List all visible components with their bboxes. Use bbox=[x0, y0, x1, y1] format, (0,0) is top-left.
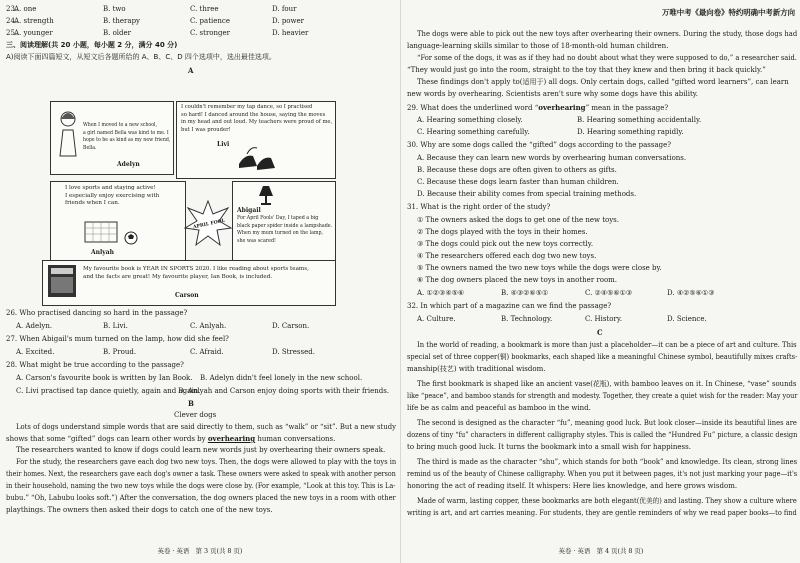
football-goal-icon bbox=[81, 218, 151, 248]
livi-line-3: in my head and out loud. My teachers were proud of me, bbox=[181, 119, 333, 126]
abigail-line-3: When my mum turned on the lamp, bbox=[237, 230, 324, 237]
page-footer-right: 英卷 · 英语 第 4 页(共 8 页) bbox=[558, 547, 644, 556]
anlyah-line-3: friends when I can. bbox=[65, 200, 120, 207]
q30-stem: 30. Why are some dogs called the “gifted” dogs according to the passage? bbox=[407, 141, 672, 149]
q28-option-a: A. Carson's favourite book is written by Ian Book. bbox=[16, 374, 193, 382]
passage-c-p5-line-2: writing is art, and art carries meaning. For students, they are gentle reminders of why we read paper books—to find bbox=[407, 509, 797, 517]
q31-step-4: ④ The researchers offered each dog two new toys. bbox=[417, 252, 597, 260]
abigail-line-1: For April Fools' Day, I taped a big bbox=[237, 215, 319, 221]
q31-option-a: A. ①②③④⑤⑥ bbox=[417, 289, 465, 297]
passage-b-p3-line-2: their homes. Next, the researchers gave each dog's owner a task. These owners were asked to speak with another person bbox=[6, 470, 396, 478]
q23-option-c: C. three bbox=[190, 5, 219, 13]
q30-option-a: A. Because they can learn new words by overhearing human conversations. bbox=[417, 154, 687, 162]
q31-step-2: ② The dogs played with the toys in their homes. bbox=[417, 228, 588, 236]
q32-option-d: D. Science. bbox=[667, 315, 707, 323]
passage-b-p3-line-5: playthings. The owners then asked their dogs to catch one of the new toys. bbox=[6, 506, 273, 514]
q27-option-a: A. Excited. bbox=[16, 348, 55, 356]
passage-c-p4-line-2: remind us of the beauty of Chinese calligraphy. When you put it between pages, it's not just marking your page—it's bbox=[407, 470, 798, 478]
q24-number: 24. bbox=[6, 17, 18, 25]
adelyn-illustration-icon bbox=[55, 110, 81, 158]
q31-option-c: C. ②④⑤⑥①③ bbox=[585, 289, 633, 297]
passage-b-p1-line-1: Lots of dogs understand simple words that are said directly to them, such as “walk” or “sit”. But a new study bbox=[16, 423, 396, 431]
q29-option-a: A. Hearing something closely. bbox=[417, 116, 523, 124]
q26-option-a: A. Adelyn. bbox=[16, 322, 53, 330]
page-footer-left: 英卷 · 英语 第 3 页(共 8 页) bbox=[157, 547, 243, 556]
q25-number: 25. bbox=[6, 29, 18, 37]
sports-book-icon bbox=[47, 264, 77, 298]
q26-option-d: D. Carson. bbox=[272, 322, 310, 330]
passage-c-p1-line-3: manship(技艺) with traditional wisdom. bbox=[407, 365, 546, 373]
q28-option-d: D. Anlyah and Carson enjoy doing sports with their friends. bbox=[178, 387, 390, 395]
q31-step-3: ③ The dogs could pick out the new toys correctly. bbox=[417, 240, 594, 248]
passage-c-p4-line-1: The third is made as the character “shu”, which stands for both “book” and knowledge. Its clean, strong lines bbox=[417, 458, 798, 466]
q24-option-a: A. strength bbox=[14, 17, 54, 25]
passage-b-letter: B bbox=[188, 399, 194, 408]
q23-number: 23. bbox=[6, 5, 18, 13]
anlyah-line-2: I especially enjoy exercising with bbox=[65, 192, 160, 199]
passage-b-p5-line-1: “For some of the dogs, it was as if they had no doubt about what they were supposed to do,” a researcher said. bbox=[417, 54, 797, 62]
q26-option-b: B. Livi. bbox=[103, 322, 128, 330]
q25-option-a: A. younger bbox=[14, 29, 53, 37]
q31-step-1: ① The owners asked the dogs to get one of the new toys. bbox=[417, 216, 619, 224]
q30-option-b: B. Because these dogs are often given to others as gifts. bbox=[417, 166, 617, 174]
passage-b-p2: The researchers wanted to know if dogs could learn new words just by overhearing their owners speak. bbox=[16, 446, 386, 454]
carson-line-2: and the facts are great! My favourite player, Ian Book, is included. bbox=[83, 273, 273, 280]
q24-option-d: D. power bbox=[272, 17, 304, 25]
passage-b-p6-line-1: These findings don't apply to(适用于) all dogs. Only certain dogs, called “gifted word learners”, can learn bbox=[417, 78, 789, 86]
abigail-card bbox=[232, 181, 336, 261]
q23-option-a: A. one bbox=[14, 5, 37, 13]
livi-card bbox=[176, 101, 336, 179]
passage-c-p2-line-3: life be as calm and peaceful as bamboo in the wind. bbox=[407, 404, 591, 412]
passage-c-p1-line-2: special set of three copper(铜) bookmarks, each shaped like a meaningful Chinese symbol, beautifully mixes crafts- bbox=[407, 353, 798, 361]
passage-c-p3-line-2: dozens of tiny “fu” characters in different calligraphy styles. This is called the “Hundred Fu” picture, a classic design bbox=[407, 431, 798, 439]
passage-b-p3-line-3: in their household, naming the two new toys while the dogs were close by. (For example, “Look at this toy. This is La- bbox=[6, 482, 396, 490]
livi-name: Livi bbox=[217, 141, 230, 148]
abigail-line-2: black paper spider inside a lampshade. bbox=[237, 222, 333, 229]
livi-line-2: so hard! I danced around the house, saying the moves bbox=[181, 111, 326, 118]
april-fool-badge-label: APRIL FOOL bbox=[192, 218, 226, 231]
passage-c-p2-line-1: The first bookmark is shaped like an ancient vase(花瓶), with bamboo leaves on it. In Chinese, “vase” sounds bbox=[417, 380, 797, 388]
q31-stem: 31. What is the right order of the study? bbox=[407, 203, 551, 211]
q32-option-b: B. Technology. bbox=[501, 315, 553, 323]
q25-option-d: D. heavier bbox=[272, 29, 309, 37]
q27-option-d: D. Stressed. bbox=[272, 348, 315, 356]
q25-option-c: C. stronger bbox=[190, 29, 231, 37]
q29-option-c: C. Hearing something carefully. bbox=[417, 128, 530, 136]
q31-option-d: D. ④②⑤⑥①③ bbox=[667, 289, 715, 297]
q30-option-d: D. Because their ability comes from special training methods. bbox=[417, 190, 637, 198]
q28-stem: 28. What might be true according to the passage? bbox=[6, 361, 184, 369]
q27-stem: 27. When Abigail's mum turned on the lamp, how did she feel? bbox=[6, 335, 229, 343]
q27-option-c: C. Afraid. bbox=[190, 348, 224, 356]
anlyah-card bbox=[50, 181, 186, 261]
page-header: 万唯中考《最向卷》特约明确中考新方向 bbox=[661, 8, 795, 17]
q31-option-b: B. ④③②⑥⑤① bbox=[501, 289, 549, 297]
page-4 bbox=[400, 0, 800, 563]
carson-name: Carson bbox=[175, 292, 199, 299]
passage-b-p4-line-1: The dogs were able to pick out the new toys after overhearing their owners. During the study, those dogs had bbox=[417, 30, 798, 38]
passage-b-p6-line-2: new words by overhearing. Scientists aren't sure why some dogs have this ability. bbox=[407, 90, 699, 98]
passage-c-p3-line-1: The second is designed as the character “fu”, meaning good luck. But look closer—inside its beautiful lines are bbox=[417, 419, 797, 427]
q24-option-c: C. patience bbox=[190, 17, 230, 25]
passage-c-p1-line-1: In the world of reading, a bookmark is more than just a placeholder—it can be a piece of art and culture. This bbox=[417, 341, 797, 349]
carson-line-1: My favourite book is YEAR IN SPORTS 2020. I like reading about sports teams, bbox=[83, 266, 309, 272]
livi-line-4: but I was prouder! bbox=[181, 126, 231, 133]
adelyn-line-3: hope to be as kind as my new friend, bbox=[83, 137, 171, 144]
q26-option-c: C. Anlyah. bbox=[190, 322, 227, 330]
anlyah-name: Anlyah bbox=[91, 249, 115, 256]
adelyn-line-1: When I moved to a new school, bbox=[83, 122, 158, 128]
q29-stem: 29. What does the underlined word “overhearing” mean in the passage? bbox=[407, 103, 669, 112]
q32-stem: 32. In which part of a magazine can we find the passage? bbox=[407, 302, 612, 310]
lamp-icon bbox=[255, 184, 277, 206]
tap-shoes-icon bbox=[237, 142, 277, 176]
q29-option-d: D. Hearing something rapidly. bbox=[577, 128, 684, 136]
passage-b-p4-line-2: language-learning skills similar to those of 18-month-old human children. bbox=[407, 42, 669, 50]
passage-c-p2-line-2: like “peace”, and bamboo stands for strength and modesty. Together, they create a quiet wish for the reader: May your bbox=[407, 392, 798, 400]
abigail-name: Abigail bbox=[237, 207, 261, 214]
q26-stem: 26. Who practised dancing so hard in the passage? bbox=[6, 309, 188, 317]
q23-option-d: D. four bbox=[272, 5, 297, 13]
passage-a-letter: A bbox=[188, 66, 194, 75]
section-instruction: A)阅读下面四篇短文，从短文后各题所给的 A、B、C、D 四个选项中，选出最佳选项。 bbox=[6, 53, 276, 61]
passage-b-p3-line-1: For the study, the researchers gave each dog two new toys. Then, the dogs were allowed to play with the toys in bbox=[16, 458, 397, 466]
q27-option-b: B. Proud. bbox=[103, 348, 137, 356]
q30-option-c: C. Because these dogs learn faster than human children. bbox=[417, 178, 619, 186]
section-title: 三、阅读理解(共 20 小题，每小题 2 分，满分 40 分) bbox=[6, 41, 178, 49]
livi-line-1: I couldn't remember my tap dance, so I practised bbox=[181, 104, 313, 110]
adelyn-name: Adelyn bbox=[117, 161, 140, 168]
carson-card bbox=[42, 260, 336, 306]
q29-keyword: overhearing bbox=[538, 103, 586, 112]
passage-c-letter: C bbox=[597, 328, 603, 337]
abigail-line-4: she was scared! bbox=[237, 237, 276, 244]
adelyn-line-2: a girl named Bella was kind to me. I bbox=[83, 129, 169, 136]
q28-option-b: B. Adelyn didn't feel lonely in the new school. bbox=[200, 374, 363, 382]
passage-c-p3-line-3: to bring much good luck. It turns the bookmark into a small wish for happiness. bbox=[407, 443, 691, 451]
q31-step-5: ⑤ The owners named the two new toys while the dogs were close by. bbox=[417, 264, 662, 272]
passage-b-p3-line-4: bubu.” “Oh, Labubu looks soft.”) After the conversation, the dog owners placed the new toys in a room with other bbox=[6, 494, 396, 502]
q23-option-b: B. two bbox=[103, 5, 126, 13]
q25-option-b: B. older bbox=[103, 29, 132, 37]
passage-b-p5-line-2: “They would just go into the room, straight to the toy that they knew and then bring it back quickly.” bbox=[407, 66, 766, 74]
passage-c-p5-line-1: Made of warm, lasting copper, these bookmarks are both elegant(优美的) and lasting. They show a culture where bbox=[417, 497, 797, 505]
anlyah-line-1: I love sports and staying active! bbox=[65, 185, 156, 191]
underlined-word-overhearing: overhearing bbox=[207, 434, 256, 443]
q24-option-b: B. therapy bbox=[103, 17, 141, 25]
q32-option-a: A. Culture. bbox=[417, 315, 456, 323]
passage-b-title: Clever dogs bbox=[174, 411, 217, 419]
q28-option-c: C. Livi practised tap dance quietly, again and again. bbox=[16, 387, 201, 395]
adelyn-line-4: Bella. bbox=[83, 144, 97, 151]
passage-b-p1-line-2: shows that some “gifted” dogs can learn other words by overhearing human conversations. bbox=[6, 434, 336, 443]
q32-option-c: C. History. bbox=[585, 315, 623, 323]
passage-c-p4-line-3: honoring the act of reading itself. It whispers: Here lies knowledge, and here grows wisdom. bbox=[407, 482, 738, 490]
q29-option-b: B. Hearing something accidentally. bbox=[577, 116, 702, 124]
adelyn-card bbox=[50, 101, 174, 175]
q31-step-6: ⑥ The dog owners placed the new toys in another room. bbox=[417, 276, 618, 284]
